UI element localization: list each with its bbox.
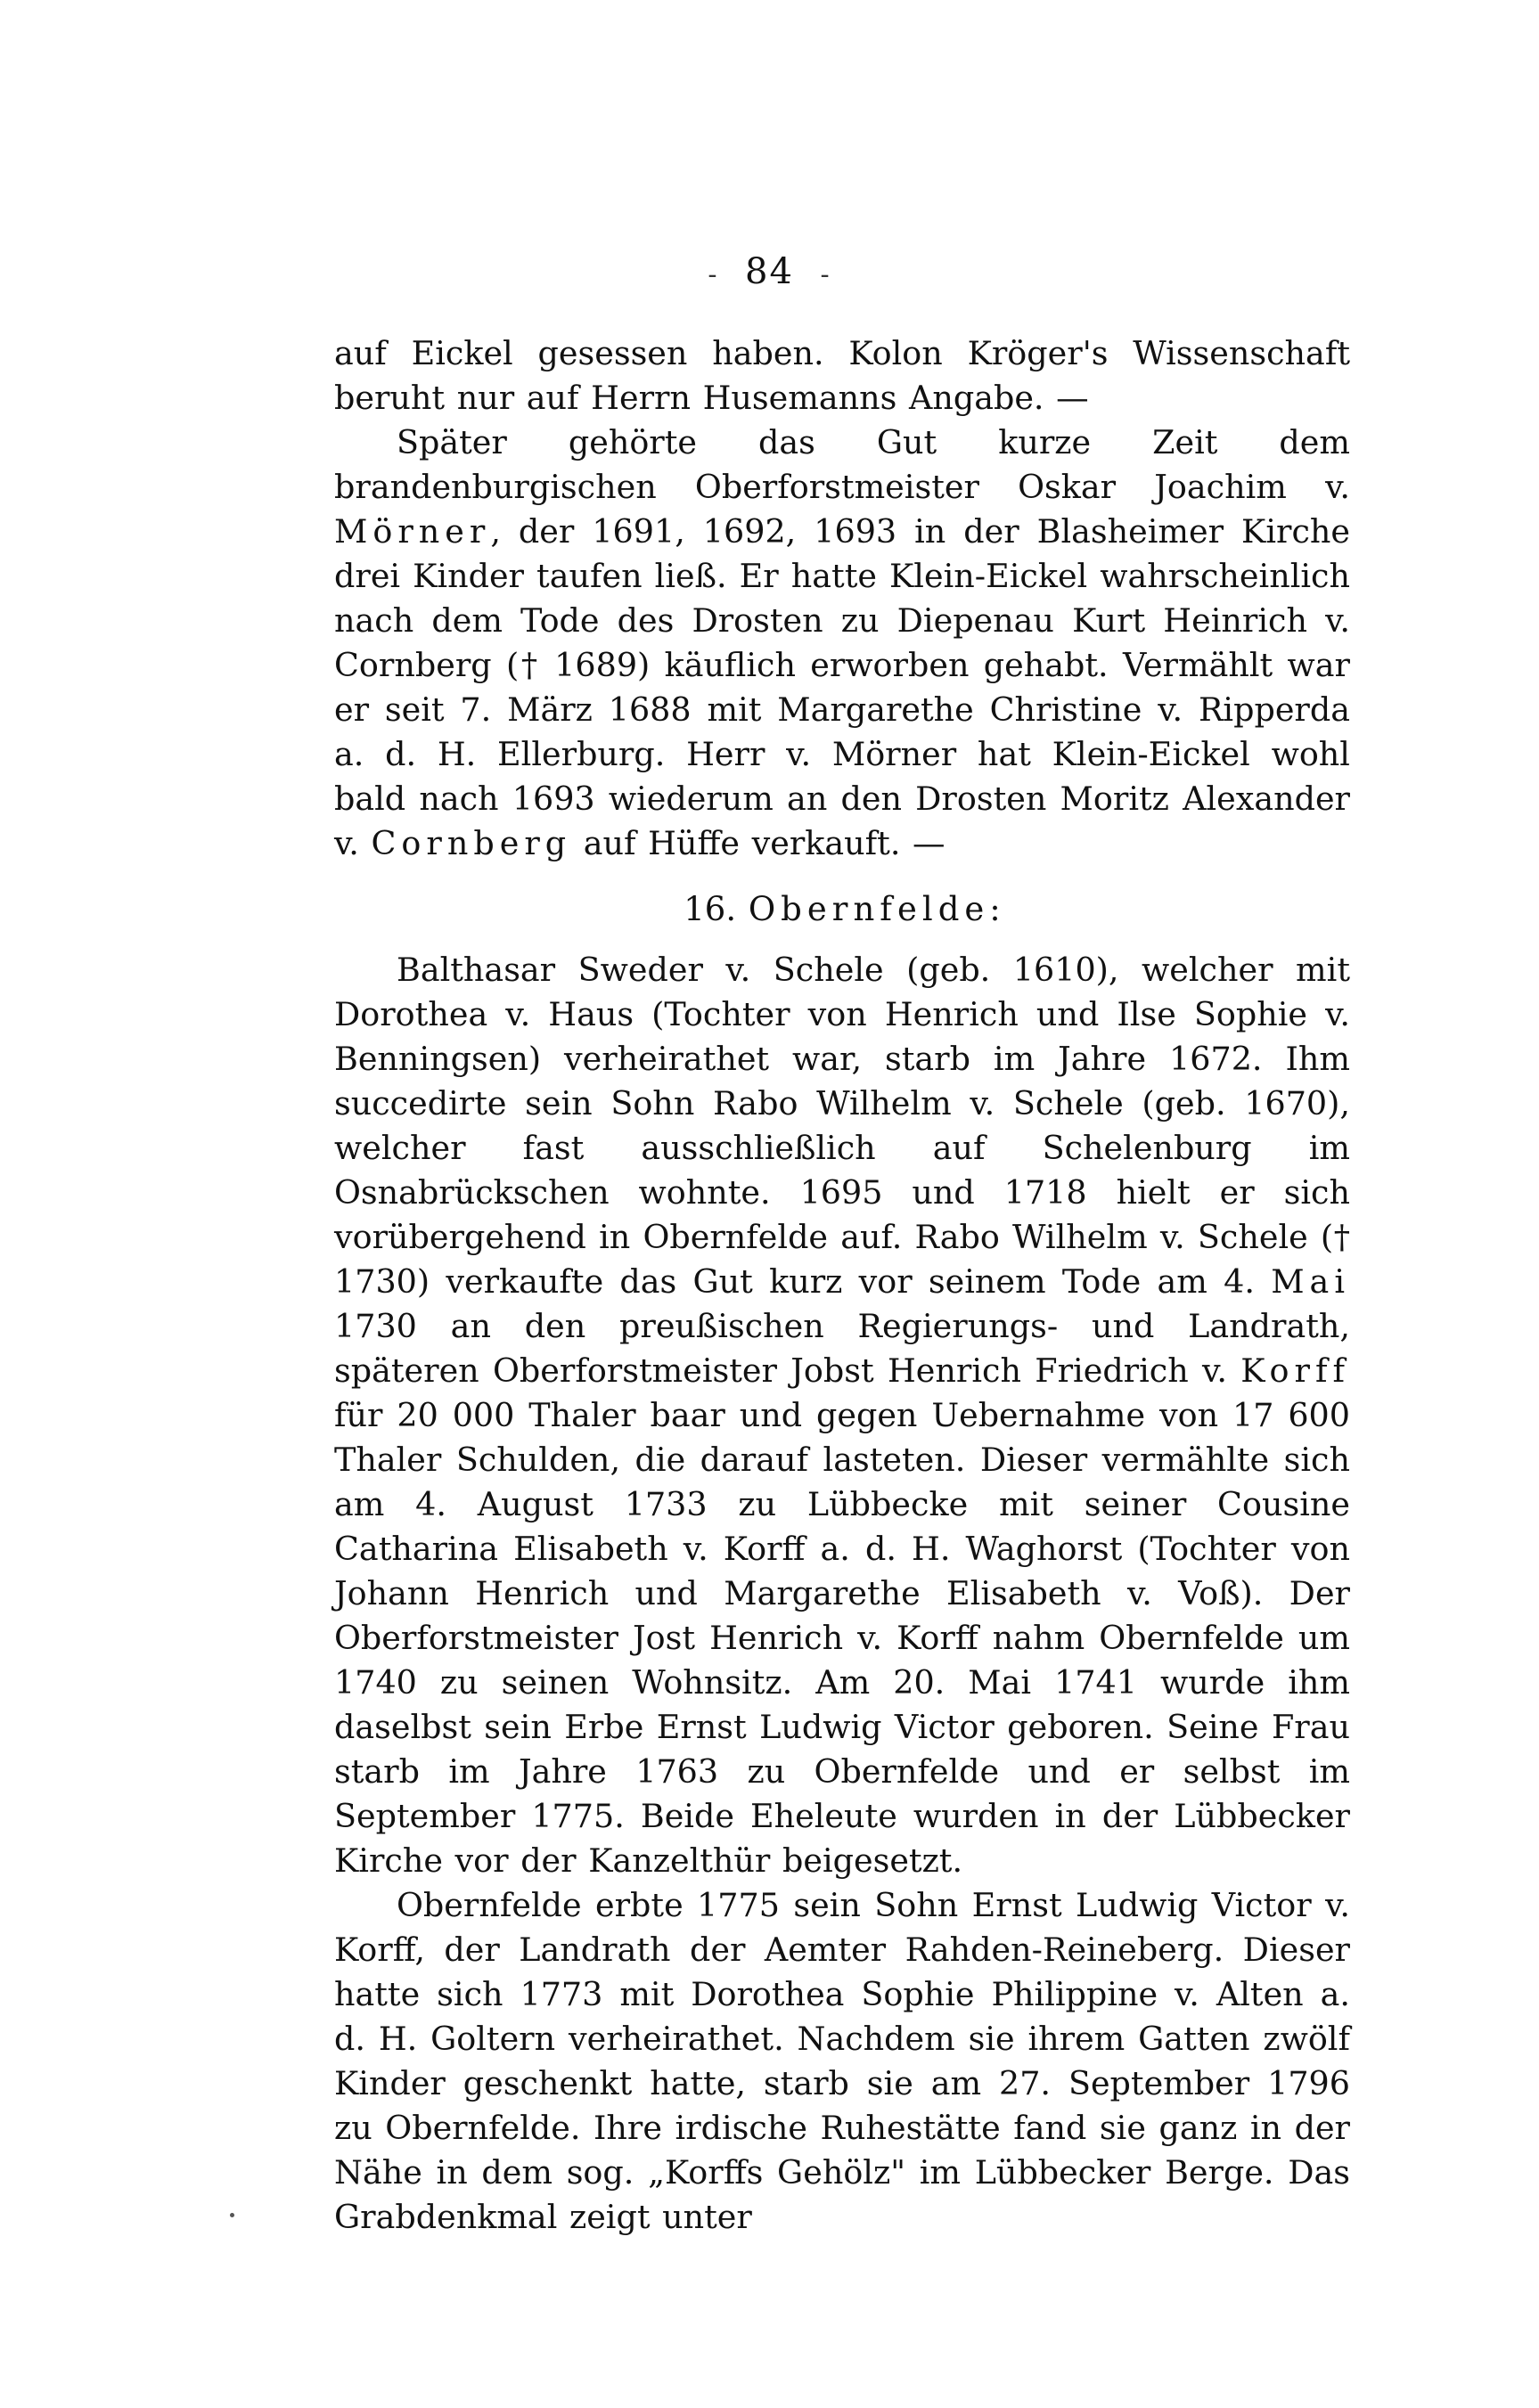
margin-mark [230, 2213, 234, 2217]
section-heading-obernfelde [334, 887, 1350, 932]
paragraph-ernst-ludwig [334, 1883, 1350, 2240]
spaced-name: Korff [1240, 1351, 1350, 1390]
page-number-dash-right: - [809, 259, 831, 290]
spaced-name: Obernfelde [748, 890, 990, 928]
page-number [0, 251, 1539, 292]
page-number-dash-left: - [708, 259, 730, 290]
text-run: Obernfelde erbte 1775 sein Sohn Ernst Ludwig Victor v. Korff, der Landrath der Aemter Rahden-Reineberg. Dieser hatte sich 1773 mit Dorothea Sophie Philippine v. Alten a. d. H. Goltern verheirathet. Nachdem sie ihrem Gatten zwölf Kinder geschenkt hatte, starb sie am 27. September 1796 zu Obernfelde. Ihre irdische Ruhestätte fand sie ganz in der Nähe in dem sog. „Korffs Gehölz" im Lübbecker Berge. Das Grabdenkmal zeigt unter [334, 1886, 1350, 2236]
text-run: auf Hüffe verkauft. — [571, 824, 946, 862]
spaced-name: Mai [1271, 1262, 1350, 1301]
text-run: 1730 an den preußischen Regierungs- und Landrath, späteren Oberforstmeister Jobst Henrich Friedrich v. [334, 1307, 1350, 1390]
text-run: Balthasar Sweder v. Schele (geb. 1610), welcher mit Dorothea v. Haus (Tochter von Henrich und Ilse Sophie v. Benningsen) verheirathet war, starb im Jahre 1672. Ihm succedirte sein Sohn Rabo Wilhelm v. Schele (geb. 1670), welcher fast ausschließlich auf Schelenburg im Osnabrückschen wohnte. 1695 und 1718 hielt er sich vorübergehend in Obernfelde auf. Rabo Wilhelm v. Schele († 1730) verkaufte das Gut kurz vor seinem Tode am 4. [334, 951, 1350, 1301]
paragraph-moerner [334, 420, 1350, 866]
spaced-name: Cornberg [371, 824, 572, 862]
text-run: 16. [684, 890, 749, 928]
body-text [334, 331, 1350, 2240]
paragraph-schele-korff [334, 948, 1350, 1883]
text-run: : [989, 890, 1001, 928]
text-run: , der 1691, 1692, 1693 in der Blasheimer Kirche drei Kinder taufen ließ. Er hatte Klein-Eickel wahrscheinlich nach dem Tode des Drosten zu Diepenau Kurt Heinrich v. Cornberg († 1689) käuflich erworben gehabt. Vermählt war er seit 7. März 1688 mit Margarethe Christine v. Ripperda a. d. H. Ellerburg. Herr v. Mörner hat Klein-Eickel wohl bald nach 1693 wiederum an den Drosten Moritz Alexander v. [334, 512, 1350, 862]
page-number-text: 84 [745, 251, 794, 292]
spaced-name: Mörner [334, 512, 491, 551]
text-run: für 20 000 Thaler baar und gegen Uebernahme von 17 600 Thaler Schulden, die darauf lasteten. Dieser vermählte sich am 4. August 1733 zu Lübbecke mit seiner Cousine Catharina Elisabeth v. Korff a. d. H. Waghorst (Tochter von Johann Henrich und Margarethe Elisabeth v. Voß). Der Oberforstmeister Jost Henrich v. Korff nahm Obernfelde um 1740 zu seinen Wohnsitz. Am 20. Mai 1741 wurde ihm daselbst sein Erbe Ernst Ludwig Victor geboren. Seine Frau starb im Jahre 1763 zu Obernfelde und er selbst im September 1775. Beide Eheleute wurden in der Lübbecker Kirche vor der Kanzelthür beigesetzt. [334, 1396, 1350, 1880]
paragraph-continuation [334, 331, 1350, 420]
text-run: Später gehörte das Gut kurze Zeit dem brandenburgischen Oberforstmeister Oskar Joachim v. [334, 423, 1350, 506]
text-run: auf Eickel gesessen haben. Kolon Kröger's Wissenschaft beruht nur auf Herrn Husemanns Angabe. — [334, 334, 1350, 417]
